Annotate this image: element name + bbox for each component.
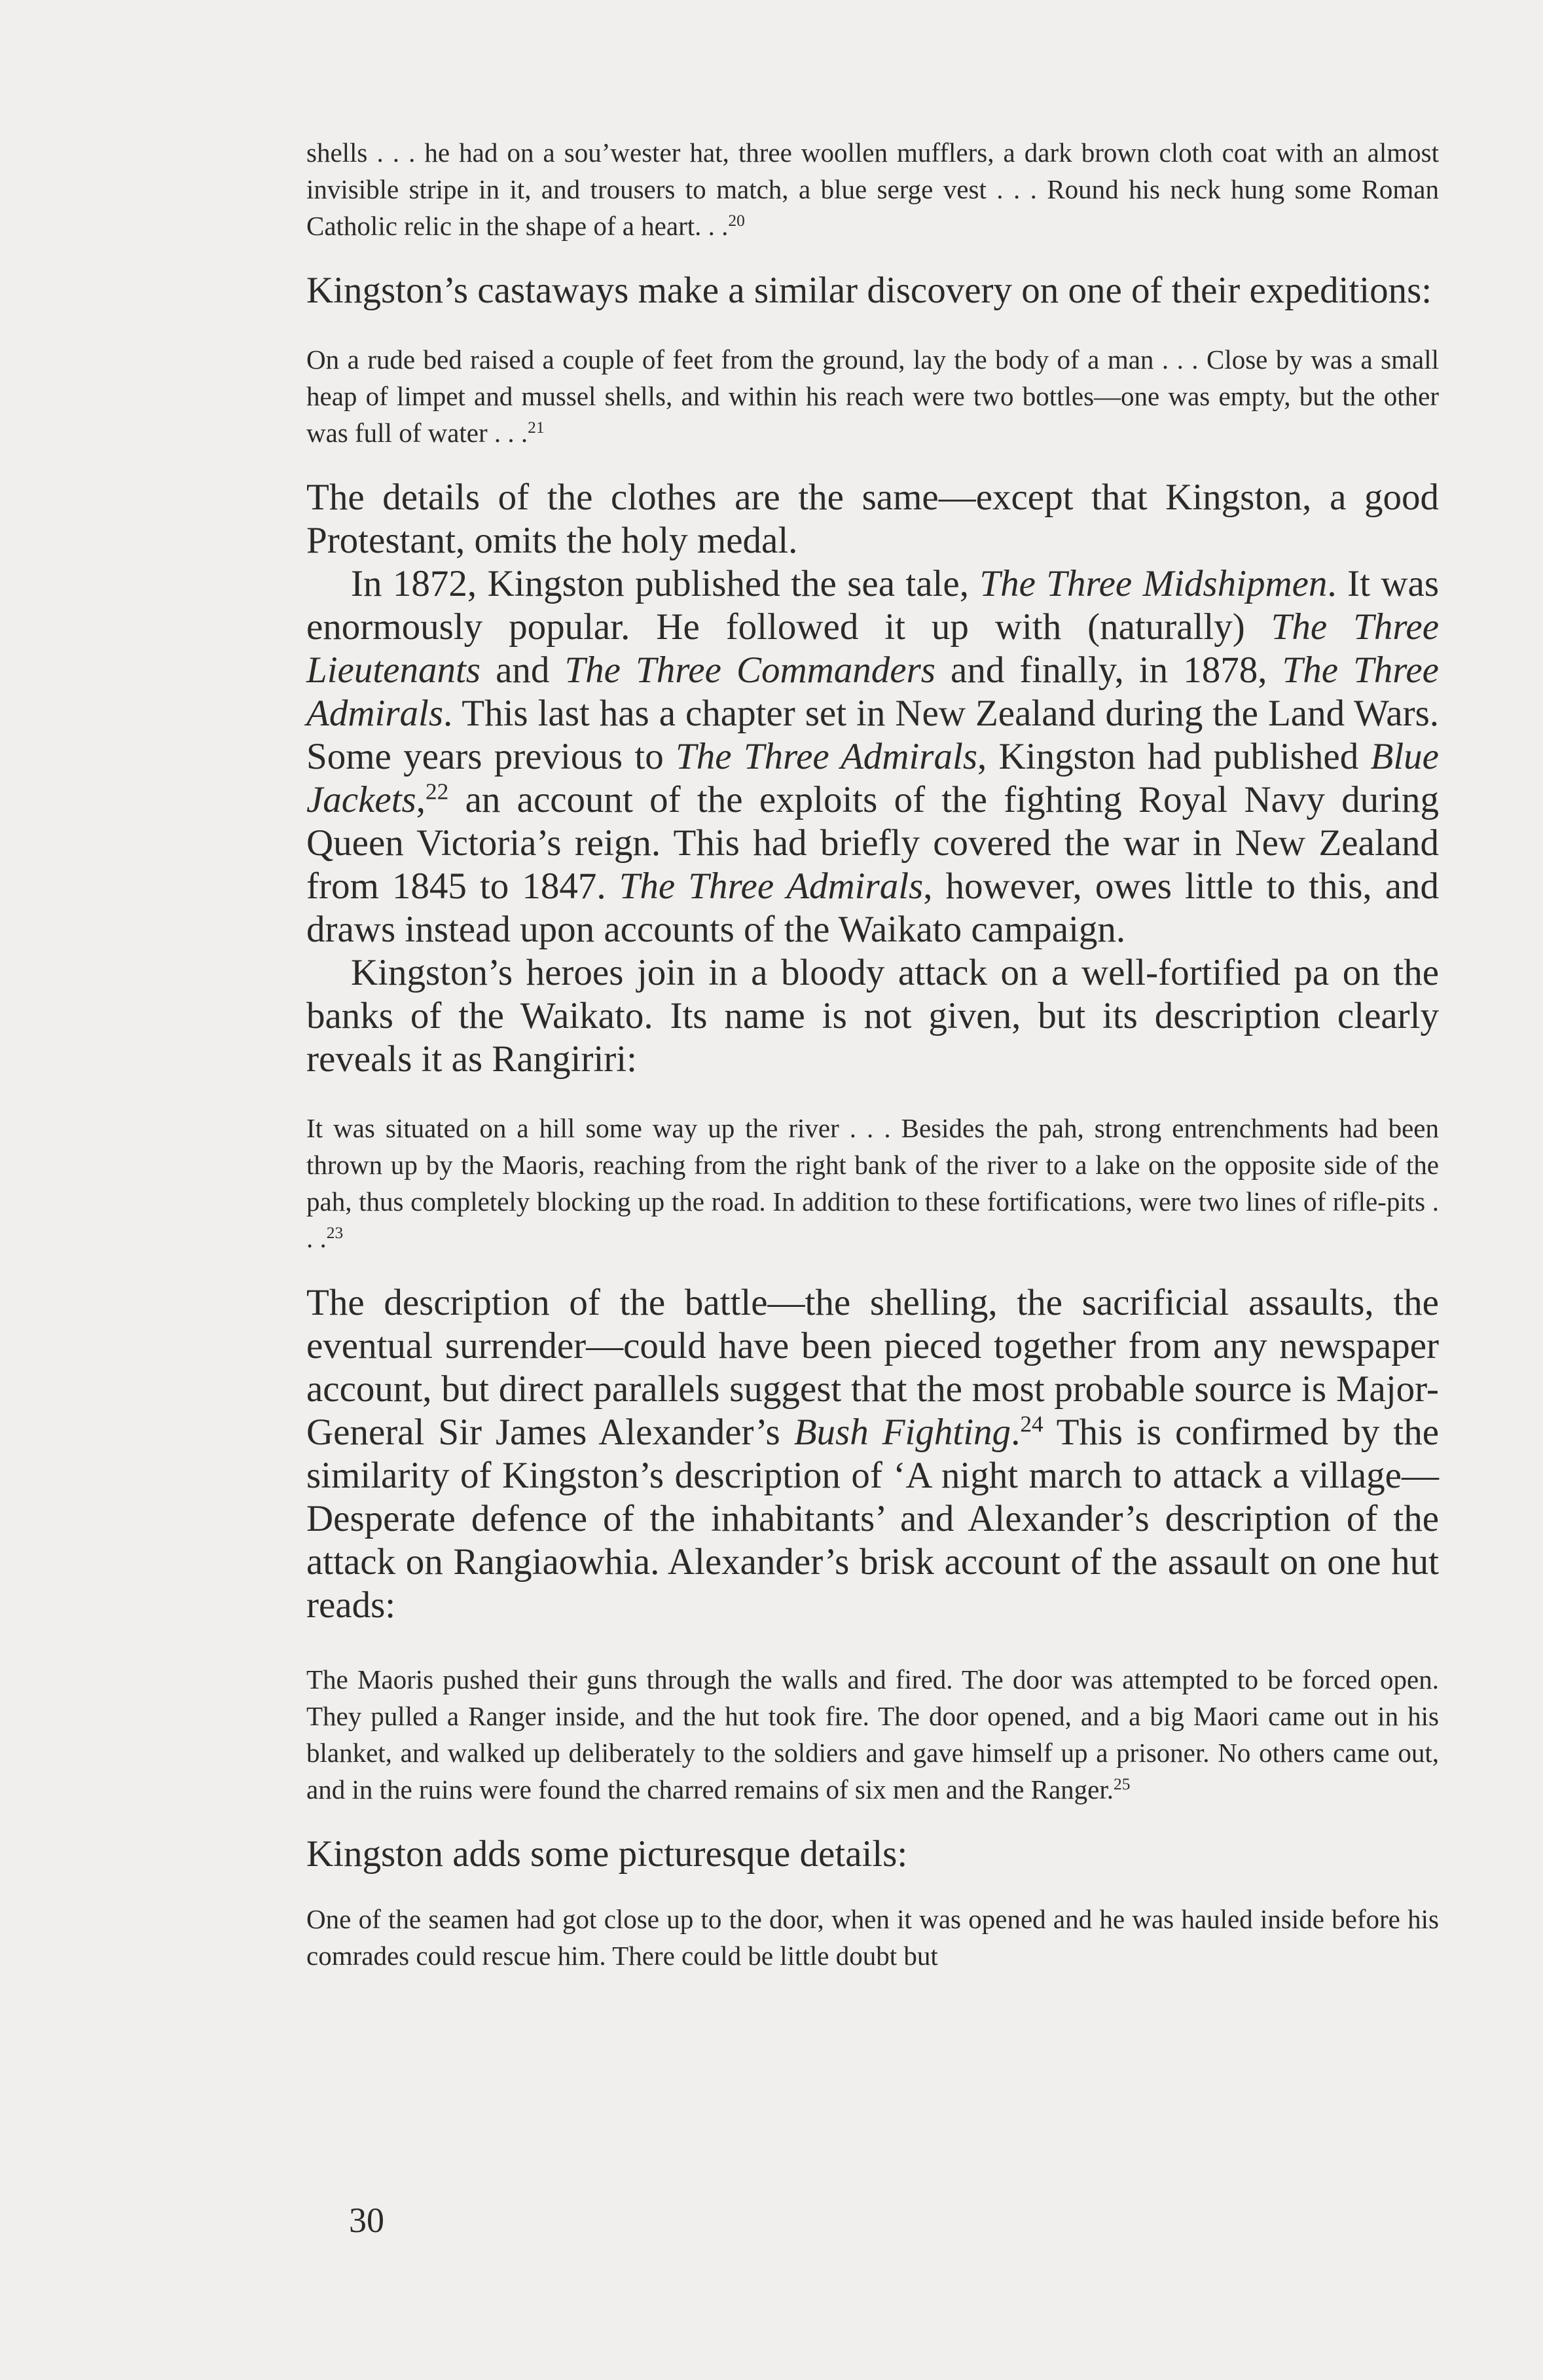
book-title: The Three Admirals <box>306 650 1439 734</box>
book-title: The Three Lieutenants <box>306 606 1439 691</box>
book-title: The Three Midshipmen <box>979 563 1328 604</box>
block-quote-3: It was situated on a hill some way up the river . . . Besides the pah, strong entrenchments had been thrown up by the Maoris, reaching from the right bank of the river to a lake on the opposite side of the pah, thus completely blocking up the road. In addition to these fortifications, were two lines of rifle-pits . . .$^{23}$ <box>306 1113 1439 1253</box>
footnote-ref: 20 <box>728 211 745 230</box>
book-title: The Three Commanders <box>564 650 935 691</box>
book-title: Bush Fighting <box>793 1412 1011 1453</box>
body-paragraph: Kingston’s castaways make a similar discovery on one of their expeditions: <box>306 270 1432 311</box>
footnote-ref: 22 <box>425 778 449 805</box>
body-paragraph: The details of the clothes are the same—except that Kingston, a good Protestant, omits the holy medal. <box>306 477 1439 561</box>
block-quote-2: On a rude bed raised a couple of feet from the ground, lay the body of a man . . . Close by was a small heap of limpet and mussel shells, and within his reach were two bottles—one was empty, but the other was full of water . . .$^{21}$ <box>306 344 1439 448</box>
page-body <box>306 134 1439 1974</box>
book-title: The Three Admirals <box>676 736 978 777</box>
block-quote-5: One of the seamen had got close up to the door, when it was opened and he was hauled inside before his comrades could rescue him. There could be little doubt but <box>306 1904 1439 1971</box>
footnote-ref: 25 <box>1114 1775 1131 1794</box>
footnote-ref: 24 <box>1020 1411 1044 1437</box>
body-paragraph: Kingston adds some picturesque details: <box>306 1833 908 1875</box>
body-paragraph: The description of the battle—the shelling, the sacrificial assaults, the eventual surrender—could have been pieced together from any newspaper account, but direct parallels suggest that the most probable source is Major-General Sir James Alexander’s Bush Fighting.$^{24}$ This is confirmed by the similarity of Kingston’s description of ‘A night march to attack a village—Desperate defence of the inhabitants’ and Alexander’s description of the attack on Rangiaowhia. Alexander’s brisk account of the assault on one hut reads: <box>306 1282 1439 1626</box>
block-quote-4: The Maoris pushed their guns through the walls and fired. The door was attempted to be forced open. They pulled a Ranger inside, and the hut took fire. The door opened, and a big Maori came out in his blanket, and walked up deliberately to the soldiers and gave himself up a prisoner. No others came out, and in the ruins were found the charred remains of six men and the Ranger.$^{25}$ <box>306 1664 1439 1804</box>
footnote-ref: 23 <box>326 1224 344 1243</box>
body-paragraph: Kingston’s heroes join in a bloody attack on a well-fortified pa on the banks of the Waikato. Its name is not given, but its description clearly reveals it as Rangiriri: <box>306 952 1439 1080</box>
footnote-ref: 21 <box>528 418 545 437</box>
book-title: Blue Jackets <box>306 736 1439 820</box>
body-paragraph: In 1872, Kingston published the sea tale, The Three Midshipmen. It was enormously popular. He followed it up with (naturally) The Three Lieutenants and The Three Commanders and finally, in 1878, The Three Admirals. This last has a chapter set in New Zealand during the Land Wars. Some years previous to The Three Admirals, Kingston had published Blue Jackets,$^{22}$ an account of the exploits of the fighting Royal Navy during Queen Victoria’s reign. This had briefly covered the war in New Zealand from 1845 to 1847. The Three Admirals, however, owes little to this, and draws instead upon accounts of the Waikato campaign. <box>306 563 1440 950</box>
book-title: The Three Admirals <box>619 866 924 907</box>
page-number: 30 <box>349 2201 384 2240</box>
block-quote-1: shells . . . he had on a sou’wester hat, three woollen mufflers, a dark brown cloth coat with an almost invisible stripe in it, and trousers to match, a blue serge vest . . . Round his neck hung some Roman Catholic relic in the shape of a heart. . .$^{20}$ <box>306 137 1439 241</box>
